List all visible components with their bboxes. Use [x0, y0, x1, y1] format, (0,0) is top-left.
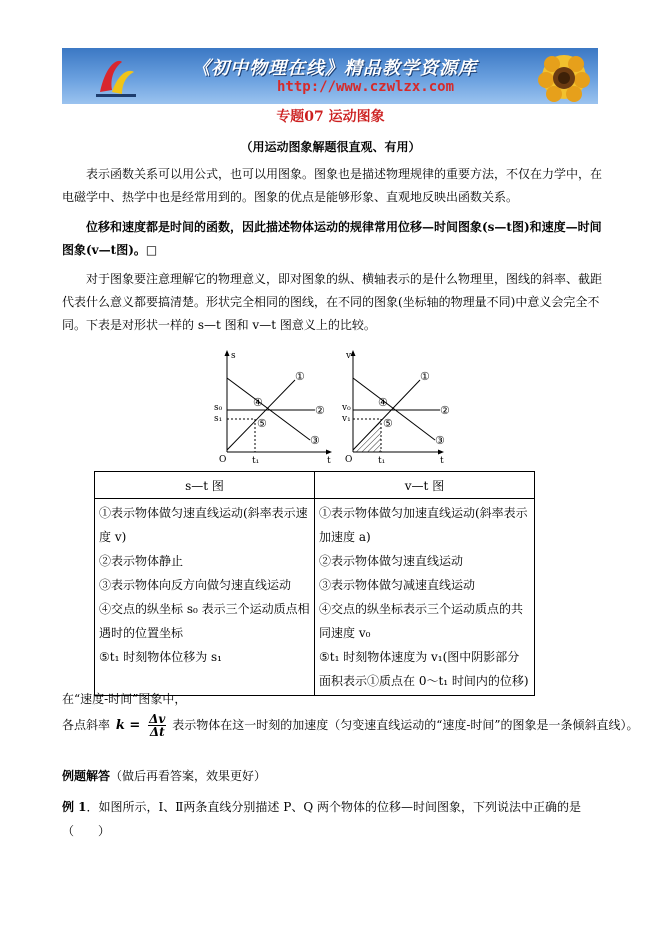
table-header-st: s—t 图 [95, 472, 315, 499]
paragraph-intro: 表示函数关系可以用公式，也可以用图象。图象也是描述物理规律的重要方法，不仅在力学中，在电磁学中、热学中也是经常用到的。图象的优点是能够形象、直观地反映出函数关系。 [62, 167, 603, 204]
vt-item-3: ③表示物体做匀减速直线运动 [319, 578, 476, 592]
line-2-label: ② [315, 404, 325, 417]
paragraph-key-point: 位移和速度都是时间的函数，因此描述物体运动的规律常用位移—时间图象(s—t图)和速度—时间图象(v—t图)。□ [62, 220, 602, 257]
point-5-label: ⑤ [257, 417, 267, 430]
vt-item-5: ⑤t₁ 时刻物体速度为 v₁(图中阴影部分面积表示①质点在 0～t₁ 时间内的位移) [319, 650, 529, 688]
vt-item-1: ①表示物体做匀加速直线运动(斜率表示加速度 a) [319, 506, 528, 544]
answer-blank[interactable]: （ ） [62, 824, 111, 838]
vt-item-2: ②表示物体做匀速直线运动 [319, 554, 464, 568]
line-3-label: ③ [310, 434, 320, 447]
example-header [62, 765, 266, 787]
table-cell-st [95, 499, 315, 696]
formula-numerator: Δv [149, 712, 166, 726]
vt-note-line: 在“速度-时间”图象中， [62, 692, 187, 706]
motion-graphs [200, 342, 460, 467]
intersection-label-right: ④ [378, 396, 388, 409]
page-title: 专题07 运动图象 [276, 109, 385, 125]
formula-denominator: Δt [149, 725, 165, 739]
v0-label: v₀ [342, 403, 351, 413]
logo-icon [92, 54, 138, 100]
example-1-label: 例 1 [62, 800, 87, 814]
example-header-title: 例题解答 [62, 769, 111, 783]
origin-label: O [219, 455, 227, 465]
t-axis-label-right: t [440, 456, 444, 466]
st-item-5: ⑤t₁ 时刻物体位移为 s₁ [99, 650, 222, 664]
paragraph-explanation: 对于图象要注意理解它的物理意义，即对图象的纵、横轴表示的是什么物理里，图线的斜率、截距代表什么意义都要搞清楚。形状完全相同的图线，在不同的图象(坐标轴的物理量不同)中意义会完全不同。下表是对形状一样的 s—t 图和 v—t 图意义上的比较。 [62, 272, 603, 332]
example-header-note: （做后再看答案，效果更好） [110, 769, 267, 783]
line-2-label-right: ② [440, 404, 450, 417]
line-3-label-right: ③ [435, 434, 445, 447]
sunflower-icon [532, 50, 596, 104]
st-item-2: ②表示物体静止 [99, 554, 184, 568]
page-subtitle: （用运动图象解题很直观、有用） [240, 140, 421, 154]
formula-fraction [148, 713, 166, 738]
table-cell-vt [315, 499, 535, 696]
comparison-table [94, 471, 535, 696]
point-5-label-right: ⑤ [383, 417, 393, 430]
header-banner [62, 48, 598, 104]
v-axis-label: v [346, 351, 352, 361]
v1-label: v₁ [342, 414, 351, 424]
table-header-vt: v—t 图 [315, 472, 535, 499]
v-t-graph [341, 350, 450, 466]
s0-label: s₀ [214, 403, 223, 413]
t1-label-right: t₁ [378, 456, 386, 466]
table-header-row [95, 472, 535, 499]
site-url[interactable]: http://www.czwlzx.com [277, 79, 455, 95]
s-t-graph [214, 350, 332, 466]
origin-label-right: O [345, 455, 353, 465]
slope-line [62, 713, 639, 738]
t-axis-label: t [327, 456, 331, 466]
brand-name: 《初中物理在线》精品教学资源库 [192, 58, 477, 79]
vt-item-4: ④交点的纵坐标表示三个运动质点的共同速度 v₀ [319, 602, 524, 640]
t1-label: t₁ [252, 456, 260, 466]
slope-text-before: 各点斜率 [62, 718, 111, 732]
table-row [95, 499, 535, 696]
example-1 [62, 795, 607, 843]
s1-label: s₁ [214, 414, 223, 424]
example-1-text: ．如图所示，Ⅰ、Ⅱ两条直线分别描述 P、Q 两个物体的位移—时间图象，下列说法中正确的是 [86, 800, 581, 814]
line-1-label: ① [295, 370, 305, 383]
line-1-label-right: ① [420, 370, 430, 383]
st-item-4: ④交点的纵坐标 s₀ 表示三个运动质点相遇时的位置坐标 [99, 602, 310, 640]
formula-k: k = [115, 717, 141, 733]
st-item-1: ①表示物体做匀速直线运动(斜率表示速度 v) [99, 506, 308, 544]
slope-text-after: 表示物体在这一时刻的加速度（匀变速直线运动的“速度-时间”的图象是一条倾斜直线）。 [172, 718, 639, 732]
st-item-3: ③表示物体向反方向做匀速直线运动 [99, 578, 292, 592]
s-axis-label: s [231, 351, 236, 361]
intersection-label: ④ [253, 396, 263, 409]
